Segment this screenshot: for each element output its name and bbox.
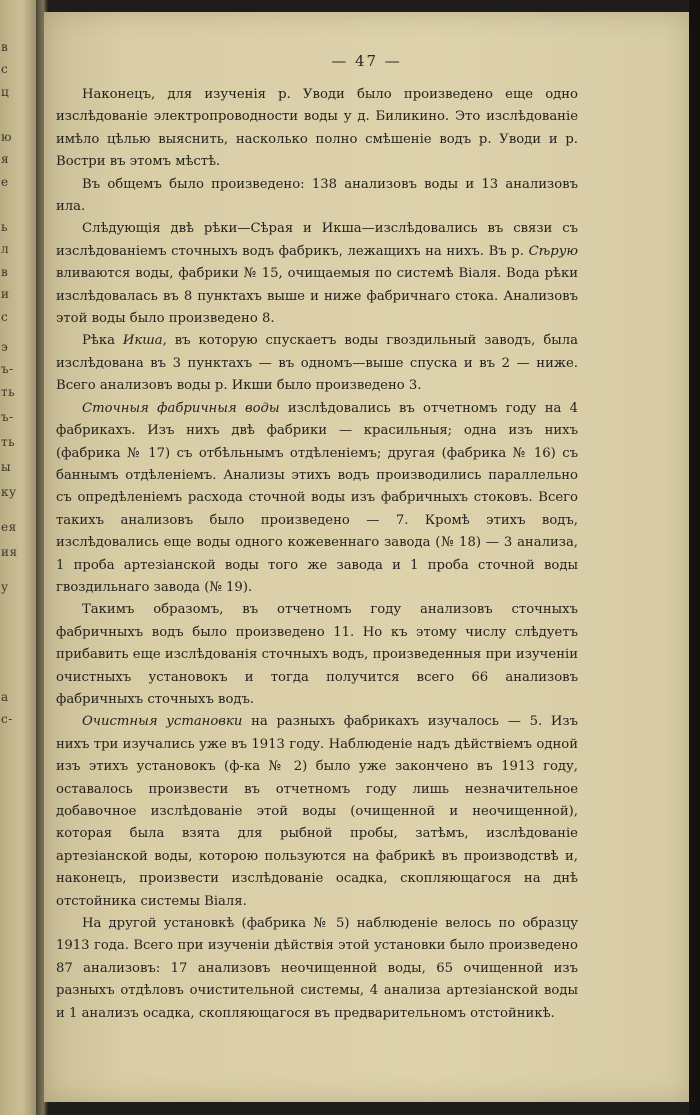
paragraph [56, 711, 578, 913]
book-page [44, 12, 689, 1102]
text-segment: вливаются воды, фабрики № 15, очищаемыя по системѣ Віаля. Вода рѣки изслѣдовалась въ 8 пунктахъ выше и ниже фабричнаго стока. Анализовъ этой воды было произведено 8. [56, 266, 578, 327]
paragraph [56, 84, 578, 174]
left-page-fragment: ъ- [1, 362, 14, 376]
italic-term: Сточныя фабричныя воды [82, 400, 280, 416]
paragraph [56, 174, 578, 219]
left-page-fragment: э [1, 340, 9, 354]
left-page-fragment: ия [1, 545, 18, 559]
text-segment: , въ которую спускаетъ воды гвоздильный заводъ, была изслѣдована въ 3 пунктахъ — въ одномъ—выше спуска и въ 2 — ниже. Всего анализовъ воды р. Икши было произведено 3. [56, 333, 578, 394]
text-segment: Слѣдующія двѣ рѣки—Сѣрая и Икша—изслѣдовались въ связи съ изслѣдованіемъ сточныхъ водъ фабрикъ, лежащихъ на нихъ. Въ р. [56, 221, 578, 259]
paragraph [56, 330, 578, 397]
text-segment: Такимъ образомъ, въ отчетномъ году анализовъ сточныхъ фабричныхъ водъ было произведено 11. Но къ этому числу слѣдуетъ прибавить еще изслѣдованія сточныхъ водъ, произведенныя при изученіи очистныхъ установокъ и тогда получится всего 66 анализовъ фабричныхъ сточныхъ водъ. [56, 602, 578, 707]
text-segment: на разныхъ фабрикахъ изучалось — 5. Изъ нихъ три изучались уже въ 1913 году. Наблюденіе надъ дѣйствіемъ одной изъ этихъ установокъ (ф-ка № 2) было уже закончено въ 1913 году, оставалось произвести въ отчетномъ году лишь незначительное добавочное изслѣдованіе этой воды (очищенной и неочищенной), которая была взята для рыбной пробы, затѣмъ, изслѣдованіе артезіанской воды, которою пользуются на фабрикѣ въ производствѣ и, наконецъ, произвести изслѣдованіе осадка, скопляющагося на днѣ отстойника системы Віаля. [56, 714, 579, 909]
text-segment: Въ общемъ было произведено: 138 анализовъ воды и 13 анализовъ ила. [56, 176, 578, 215]
text-segment: изслѣдовались въ отчетномъ году на 4 фабрикахъ. Изъ нихъ двѣ фабрики — красильныя; одна изъ нихъ (фабрика № 17) съ отбѣльнымъ отдѣленіемъ; другая (фабрика № 16) съ баннымъ отдѣленіемъ. Анализы этихъ водъ производились параллельно съ опредѣленіемъ расхода сточной воды изъ фабричныхъ стоковъ. Всего такихъ анализовъ было произведено — 7. Кромѣ этихъ водъ, изслѣдовались еще воды одного кожевеннаго завода (№ 18) — 3 анализа, 1 проба артезіанской воды того же завода и 1 проба сточной воды гвоздильнаго завода (№ 19). [56, 400, 578, 595]
left-page-fragment: ы [1, 460, 12, 474]
left-page-fragment: с [1, 310, 9, 324]
left-page-fragment: ть [1, 435, 16, 449]
paragraph [56, 218, 578, 330]
page-text [56, 84, 578, 1025]
left-page-fragment: с [1, 62, 9, 76]
left-page-fragment: ея [1, 520, 17, 534]
paragraph [56, 599, 578, 711]
left-page-fragment: ку [1, 485, 17, 499]
left-page-fragment: ь [1, 220, 9, 234]
left-page-fragment: е [1, 175, 9, 189]
left-page-fragment: ть [1, 385, 16, 399]
right-background [689, 0, 700, 1115]
left-page-fragment: л [1, 242, 10, 256]
left-page-fragment: а [1, 690, 9, 704]
text-segment: Рѣка [82, 333, 123, 349]
text-segment: Наконецъ, для изученія р. Уводи было произведено еще одно изслѣдованіе электропроводности воды у д. Биликино. Это изслѣдованіе имѣло цѣлью выяснить, насколько полно смѣшеніе водъ р. Уводи и р. Востри въ этомъ мѣстѣ. [56, 87, 578, 170]
left-page-fragment: и [1, 287, 10, 301]
italic-term: Очистныя установки [82, 714, 243, 730]
left-page-fragment: в [1, 40, 9, 54]
left-page-fragment: с- [1, 712, 13, 726]
left-page-fragment: у [1, 580, 9, 594]
left-page-edge [0, 0, 40, 1115]
italic-term: Икша [122, 333, 163, 349]
paragraph [56, 913, 578, 1025]
left-page-fragment: ю [1, 130, 12, 144]
left-page-fragment: я [1, 152, 10, 166]
page-number: — 47 — [331, 52, 402, 70]
italic-term: Сѣрую [528, 243, 578, 259]
left-page-fragment: ц [1, 85, 10, 99]
text-segment: На другой установкѣ (фабрика № 5) наблюденіе велось по образцу 1913 года. Всего при изученіи дѣйствія этой установки было произведено 87 анализовъ: 17 анализовъ неочищенной воды, 65 очищенной изъ разныхъ отдѣловъ очистительной системы, 4 анализа артезіанской воды и 1 анализъ осадка, скопляющагося въ предварительномъ отстойникѣ. [56, 916, 578, 1021]
paragraph [56, 398, 578, 600]
left-page-fragment: в [1, 265, 9, 279]
left-page-fragment: ъ- [1, 410, 14, 424]
